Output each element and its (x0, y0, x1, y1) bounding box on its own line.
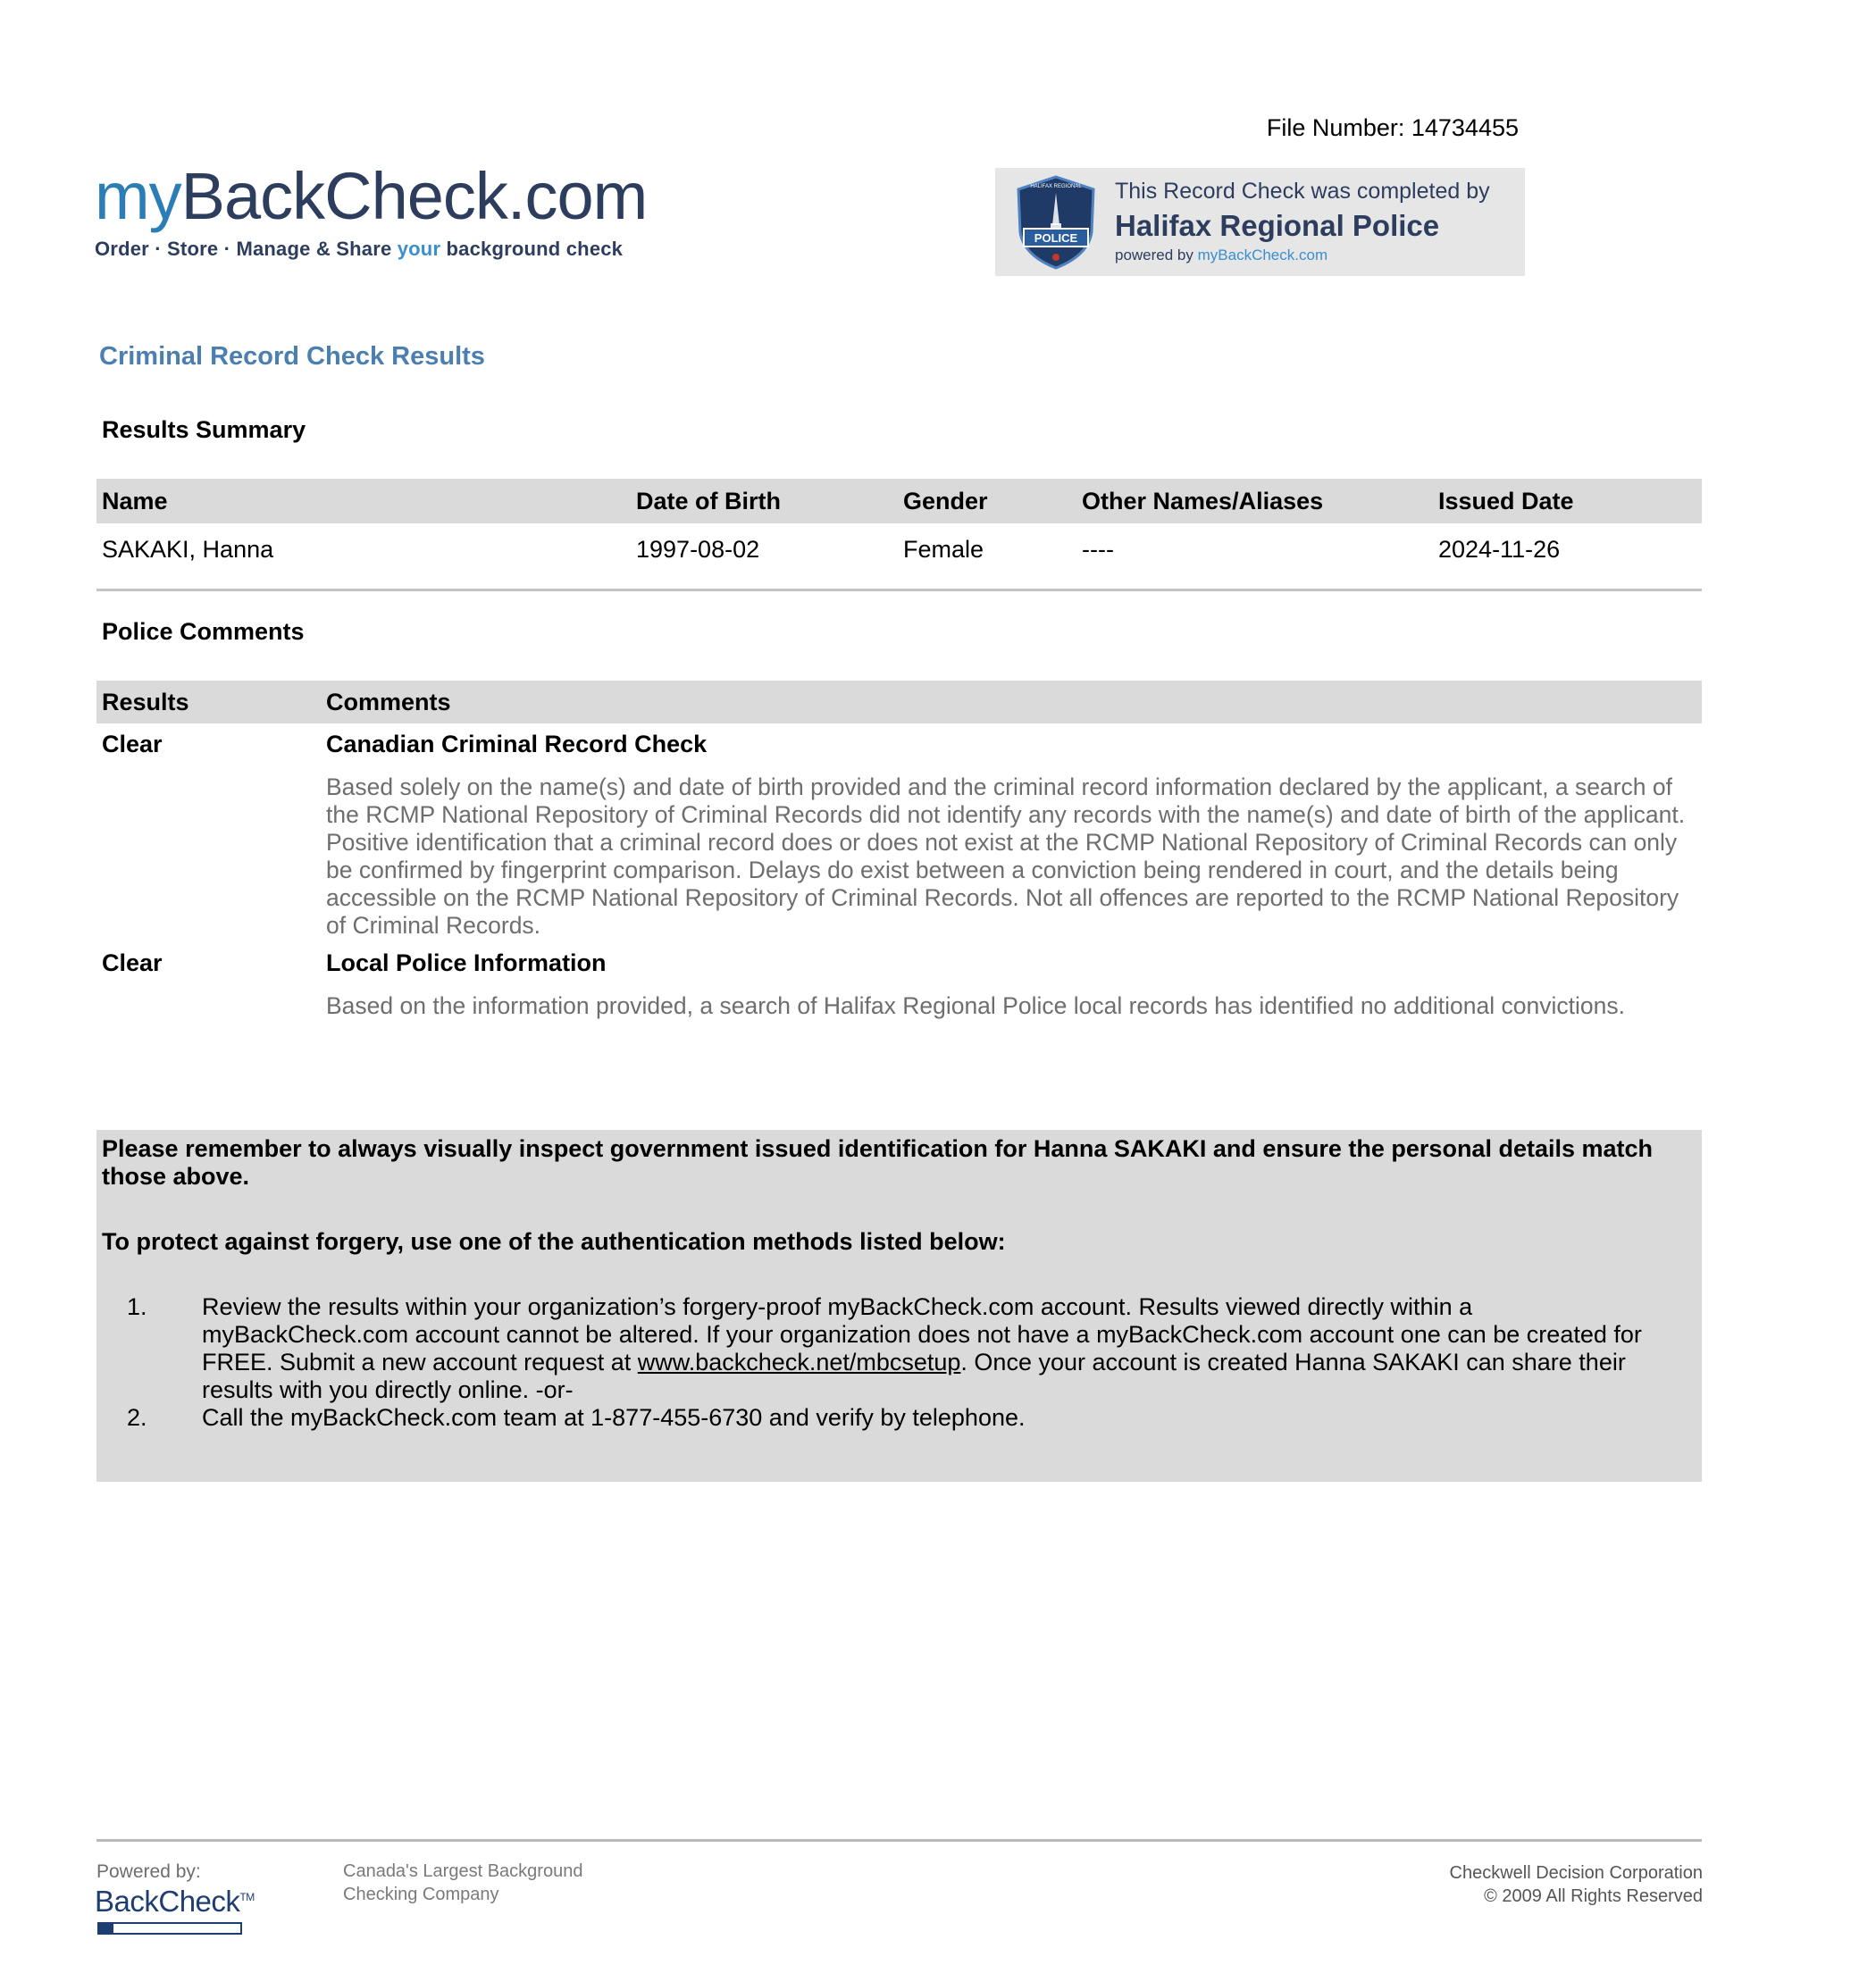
item-2-text: Call the myBackCheck.com team at 1-877-455-6730 and verify by telephone. (202, 1404, 1026, 1431)
list-item (127, 1293, 1681, 1409)
item-2-number: 2. (127, 1404, 147, 1431)
cell-aliases: ---- (1082, 536, 1114, 563)
powered-by-label: Powered by: (96, 1861, 201, 1882)
logo-tagline-highlight: your (397, 238, 441, 260)
comment-1-heading: Canadian Criminal Record Check (326, 731, 708, 757)
corp-name: Checkwell Decision Corporation (1449, 1863, 1703, 1883)
notice-reminder: Please remember to always visually inspect government issued identification for Hanna SAKAKI and ensure the personal details match those above. (102, 1135, 1654, 1190)
shield-small-text: HALIFAX REGIONAL (1030, 184, 1082, 189)
corp-copyright: © 2009 All Rights Reserved (1484, 1886, 1703, 1906)
header-results: Results (102, 689, 189, 715)
item-1-text (202, 1293, 1685, 1404)
summary-divider (96, 589, 1702, 591)
result-2: Clear (102, 949, 163, 976)
list-item (127, 1404, 1681, 1433)
badge-powered-by (1115, 247, 1327, 264)
comment-2-heading: Local Police Information (326, 949, 607, 976)
summary-table-header (96, 479, 1702, 523)
item-1-number: 1. (127, 1293, 147, 1320)
cell-dob: 1997-08-02 (636, 536, 760, 563)
mybackcheck-logo (95, 161, 702, 277)
cell-gender: Female (903, 536, 984, 563)
footer-divider (96, 1839, 1702, 1842)
badge-powered-prefix: powered by (1115, 247, 1198, 263)
tagline-line-2: Checking Company (343, 1885, 499, 1904)
backcheck-name: BackCheck (95, 1885, 240, 1918)
comments-table-header (96, 681, 1702, 723)
backcheck-logo-bar (97, 1922, 242, 1935)
logo-wordmark (95, 161, 702, 232)
logo-tagline-b: background check (440, 238, 624, 260)
footer-corporation (1269, 1861, 1703, 1908)
notice-forgery-heading: To protect against forgery, use one of the authentication methods listed below: (102, 1228, 1006, 1255)
footer-tagline (343, 1860, 582, 1906)
header-issued-date: Issued Date (1438, 488, 1574, 514)
file-number: File Number: 14734455 (1266, 114, 1519, 141)
backcheck-wordmark (95, 1885, 255, 1918)
police-shield-icon (1011, 173, 1101, 272)
header-comments: Comments (326, 689, 451, 715)
logo-tagline-a: Order · Store · Manage & Share (95, 238, 398, 260)
cell-issued-date: 2024-11-26 (1438, 536, 1561, 563)
tagline-line-1: Canada's Largest Background (343, 1861, 583, 1881)
badge-completed-by: This Record Check was completed by (1115, 179, 1490, 204)
header-gender: Gender (903, 488, 988, 514)
badge-powered-brand: myBackCheck.com (1197, 247, 1328, 263)
halifax-police-badge (995, 168, 1525, 276)
results-summary-heading: Results Summary (102, 416, 306, 443)
verification-notice (96, 1130, 1702, 1482)
police-comments-heading: Police Comments (102, 618, 305, 645)
mbcsetup-link[interactable]: www.backcheck.net/mbcsetup (637, 1349, 961, 1376)
logo-backcheck: BackCheck.com (180, 159, 648, 233)
header-aliases: Other Names/Aliases (1082, 488, 1324, 514)
logo-tagline (95, 238, 702, 261)
header-name: Name (102, 488, 168, 514)
comment-1-body: Based solely on the name(s) and date of birth provided and the criminal record information declared by the applicant, a search of the RCMP National Repository of Criminal Records did not identify any records with the name(s) and date of birth of the applicant. Positive identification that a criminal record does or does not exist at the RCMP National Repository of Criminal Records can only be confirmed by fingerprint comparison. Delays do exist between a conviction being rendered in court, and the details being accessible on the RCMP National Repository of Criminal Records. Not all offences are reported to the RCMP National Repository of Criminal Records. (326, 773, 1686, 939)
table-row (96, 532, 1702, 577)
header-dob: Date of Birth (636, 488, 781, 514)
backcheck-tm: TM (239, 1891, 255, 1903)
item-1-text-a: Review the results within your organization’s forgery-proof myBackCheck.com account. Results viewed directly within a myBackCheck.com account cannot be altered. If your organization does not have a myBackCheck.com account one can be created for FREE. Submit a new account request at (202, 1293, 1642, 1376)
logo-my: my (95, 159, 181, 233)
backcheck-logo (95, 1885, 255, 1935)
item-1-text-b: . Once your account is created Hanna SAKAKI can share their results with you directly online. -or- (202, 1349, 1626, 1403)
page-title: Criminal Record Check Results (99, 342, 485, 371)
comment-2-body: Based on the information provided, a search of Halifax Regional Police local records has identified no additional convictions. (326, 992, 1625, 1019)
cell-name: SAKAKI, Hanna (102, 536, 274, 563)
badge-agency: Halifax Regional Police (1115, 209, 1440, 242)
result-1: Clear (102, 731, 163, 757)
shield-police-text: POLICE (1034, 231, 1078, 245)
